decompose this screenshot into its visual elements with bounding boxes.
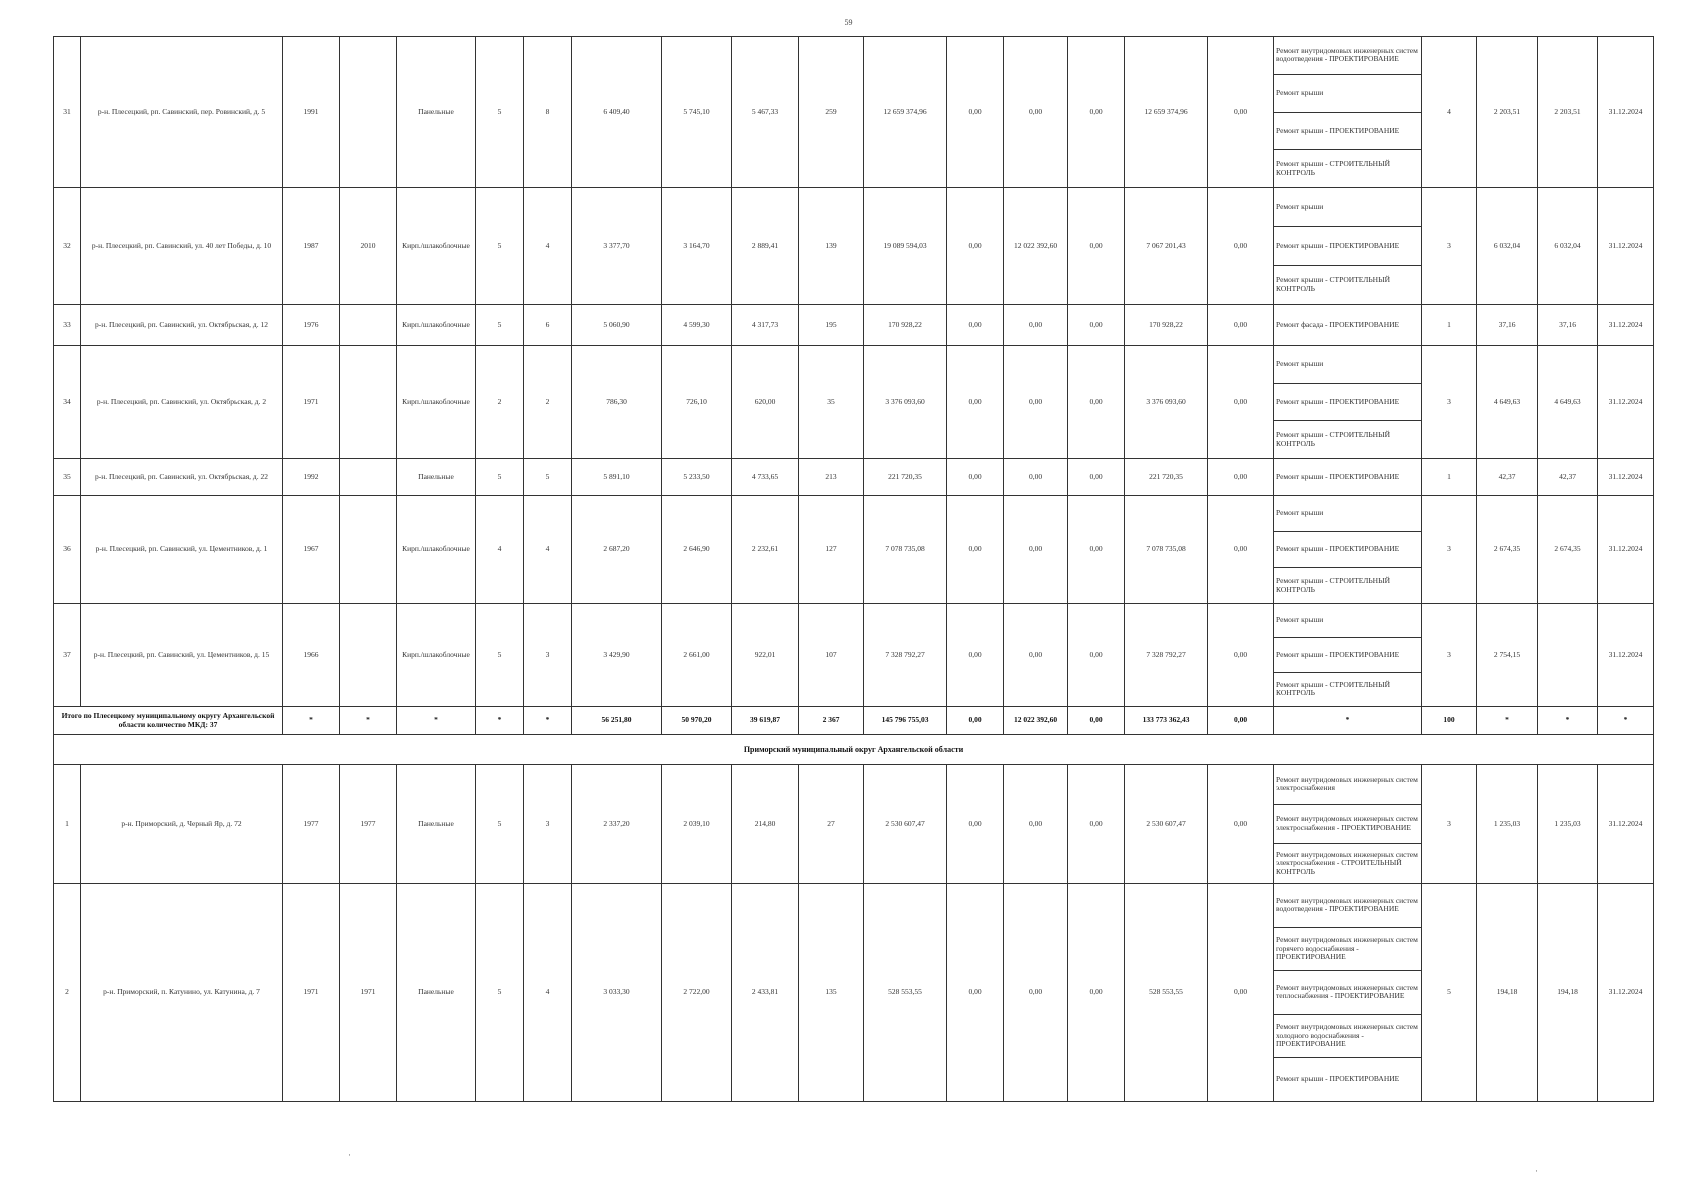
work-item — [1274, 227, 1421, 266]
cell-works — [1274, 346, 1422, 459]
cell-address: р-н. Приморский, п. Катунино, ул. Катунина, д. 7 — [81, 884, 283, 1102]
cell-deadline: 31.12.2024 — [1598, 37, 1654, 188]
section-title: Приморский муниципальный округ Архангельской области — [54, 735, 1654, 765]
cell-n: 37 — [54, 604, 81, 707]
cell-unit-cost: 37,16 — [1477, 305, 1538, 346]
works-list — [1274, 37, 1421, 187]
work-item — [1274, 37, 1421, 75]
total-cost-total: 145 796 755,03 — [864, 707, 947, 735]
cell-cost-total: 221 720,35 — [864, 459, 947, 496]
total-area-total: 56 251,80 — [572, 707, 662, 735]
cell-deadline: 31.12.2024 — [1598, 496, 1654, 604]
works-list — [1274, 459, 1421, 495]
work-item — [1274, 673, 1421, 706]
cell-cost-total: 12 659 374,96 — [864, 37, 947, 188]
cell-entrances: 3 — [524, 604, 572, 707]
works-list — [1274, 604, 1421, 706]
cell-works — [1274, 496, 1422, 604]
cell-n: 31 — [54, 37, 81, 188]
cell-fund-owners: 528 553,55 — [1125, 884, 1208, 1102]
total-dash: * — [1538, 707, 1598, 735]
cell-fund-mun: 0,00 — [1068, 188, 1125, 305]
work-item — [1274, 421, 1421, 458]
cell-area-residential: 922,01 — [732, 604, 799, 707]
cell-deadline: 31.12.2024 — [1598, 459, 1654, 496]
cell-limit-cost: 194,18 — [1538, 884, 1598, 1102]
cell-area-residential: 214,80 — [732, 765, 799, 884]
cell-address: р-н. Плесецкий, рп. Савинский, пер. Ровинский, д. 5 — [81, 37, 283, 188]
work-item-label: Ремонт крыши - ПРОЕКТИРОВАНИЕ — [1276, 649, 1400, 659]
cell-fund-mun: 0,00 — [1068, 459, 1125, 496]
cell-floors: 5 — [476, 459, 524, 496]
work-item-label: Ремонт внутридомовых инженерных систем электроснабжения - СТРОИТЕЛЬНЫЙ КОНТРОЛЬ — [1276, 849, 1418, 876]
cell-works-count: 3 — [1422, 765, 1477, 884]
cell-walls: Панельные — [397, 884, 476, 1102]
cell-works-count: 3 — [1422, 496, 1477, 604]
cell-area-rooms: 2 039,10 — [662, 765, 732, 884]
cell-year-overhaul: 1971 — [340, 884, 397, 1102]
cell-area-residential: 2 433,81 — [732, 884, 799, 1102]
work-item — [1274, 459, 1421, 495]
cell-unit-cost: 42,37 — [1477, 459, 1538, 496]
cell-entrances: 6 — [524, 305, 572, 346]
work-item-label: Ремонт внутридомовых инженерных систем электроснабжения — [1276, 774, 1418, 793]
table-row — [54, 765, 1654, 884]
cell-floors: 4 — [476, 496, 524, 604]
cell-limit-cost: 2 203,51 — [1538, 37, 1598, 188]
cell-fund-reg: 0,00 — [1004, 459, 1068, 496]
cell-year-overhaul: 1977 — [340, 765, 397, 884]
cell-year-overhaul — [340, 459, 397, 496]
total-fund-owners: 133 773 362,43 — [1125, 707, 1208, 735]
cell-unit-cost: 4 649,63 — [1477, 346, 1538, 459]
cell-year-overhaul — [340, 37, 397, 188]
work-item-label: Ремонт крыши - ПРОЕКТИРОВАНИЕ — [1276, 125, 1400, 135]
total-dash: * — [283, 707, 340, 735]
cell-limit-cost: 4 649,63 — [1538, 346, 1598, 459]
cell-residents: 135 — [799, 884, 864, 1102]
page-number: 59 — [844, 18, 853, 27]
cell-area-total: 5 891,10 — [572, 459, 662, 496]
cell-cost-total: 528 553,55 — [864, 884, 947, 1102]
work-item-label: Ремонт внутридомовых инженерных систем водоотведения - ПРОЕКТИРОВАНИЕ — [1276, 45, 1418, 64]
cell-walls: Кирп./шлакоблочные — [397, 188, 476, 305]
cell-walls: Кирп./шлакоблочные — [397, 346, 476, 459]
works-list — [1274, 765, 1421, 883]
cell-entrances: 4 — [524, 188, 572, 305]
work-item — [1274, 765, 1421, 805]
cell-works-count: 1 — [1422, 459, 1477, 496]
cell-year-overhaul — [340, 604, 397, 707]
cell-fund-other: 0,00 — [1208, 459, 1274, 496]
cell-works — [1274, 459, 1422, 496]
cell-area-residential: 4 317,73 — [732, 305, 799, 346]
cell-residents: 127 — [799, 496, 864, 604]
cell-entrances: 4 — [524, 884, 572, 1102]
cell-year-built: 1976 — [283, 305, 340, 346]
work-item — [1274, 884, 1421, 928]
cell-deadline: 31.12.2024 — [1598, 765, 1654, 884]
cell-fund-owners: 2 530 607,47 — [1125, 765, 1208, 884]
cell-fund-other: 0,00 — [1208, 37, 1274, 188]
cell-address: р-н. Плесецкий, рп. Савинский, ул. Октябрьская, д. 2 — [81, 346, 283, 459]
cell-fund-other: 0,00 — [1208, 884, 1274, 1102]
total-dash: * — [1477, 707, 1538, 735]
cell-floors: 5 — [476, 604, 524, 707]
cell-area-total: 3 377,70 — [572, 188, 662, 305]
cell-entrances: 2 — [524, 346, 572, 459]
total-fund-fed: 0,00 — [947, 707, 1004, 735]
cell-fund-owners: 221 720,35 — [1125, 459, 1208, 496]
cell-year-built: 1971 — [283, 884, 340, 1102]
cell-year-overhaul — [340, 496, 397, 604]
work-item-label: Ремонт фасада - ПРОЕКТИРОВАНИЕ — [1276, 319, 1400, 329]
cell-fund-reg: 12 022 392,60 — [1004, 188, 1068, 305]
cell-fund-mun: 0,00 — [1068, 305, 1125, 346]
total-fund-other: 0,00 — [1208, 707, 1274, 735]
cell-area-total: 2 337,20 — [572, 765, 662, 884]
cell-works-count: 5 — [1422, 884, 1477, 1102]
cell-area-rooms: 2 661,00 — [662, 604, 732, 707]
total-label: Итого по Плесецкому муниципальному округу Архангельской области количество МКД: 37 — [54, 707, 283, 735]
total-fund-reg: 12 022 392,60 — [1004, 707, 1068, 735]
cell-area-rooms: 3 164,70 — [662, 188, 732, 305]
cell-n: 33 — [54, 305, 81, 346]
works-list — [1274, 346, 1421, 458]
cell-n: 36 — [54, 496, 81, 604]
cell-fund-owners: 7 067 201,43 — [1125, 188, 1208, 305]
cell-works — [1274, 188, 1422, 305]
total-dash: * — [340, 707, 397, 735]
total-residents: 2 367 — [799, 707, 864, 735]
work-item-label: Ремонт крыши — [1276, 359, 1324, 369]
cell-fund-owners: 3 376 093,60 — [1125, 346, 1208, 459]
table-row — [54, 604, 1654, 707]
cell-address: р-н. Плесецкий, рп. Савинский, ул. Цементников, д. 15 — [81, 604, 283, 707]
cell-fund-fed: 0,00 — [947, 37, 1004, 188]
cell-fund-reg: 0,00 — [1004, 346, 1068, 459]
cell-area-residential: 620,00 — [732, 346, 799, 459]
cell-area-rooms: 4 599,30 — [662, 305, 732, 346]
cell-deadline: 31.12.2024 — [1598, 346, 1654, 459]
cell-deadline: 31.12.2024 — [1598, 188, 1654, 305]
works-list — [1274, 188, 1421, 304]
cell-fund-fed: 0,00 — [947, 884, 1004, 1102]
work-item-label: Ремонт крыши - ПРОЕКТИРОВАНИЕ — [1276, 471, 1400, 481]
cell-residents: 139 — [799, 188, 864, 305]
cell-limit-cost: 6 032,04 — [1538, 188, 1598, 305]
work-item — [1274, 1058, 1421, 1101]
cell-address: р-н. Плесецкий, рп. Савинский, ул. 40 лет Победы, д. 10 — [81, 188, 283, 305]
cell-year-overhaul — [340, 305, 397, 346]
cell-floors: 5 — [476, 305, 524, 346]
cell-address: р-н. Плесецкий, рп. Савинский, ул. Октябрьская, д. 12 — [81, 305, 283, 346]
cell-fund-reg: 0,00 — [1004, 765, 1068, 884]
table-row — [54, 459, 1654, 496]
cell-fund-fed: 0,00 — [947, 305, 1004, 346]
total-area-rooms: 50 970,20 — [662, 707, 732, 735]
cell-fund-fed: 0,00 — [947, 496, 1004, 604]
scan-speck: · — [1535, 1166, 1538, 1176]
cell-area-total: 6 409,40 — [572, 37, 662, 188]
total-dash: * — [1274, 707, 1422, 735]
cell-fund-other: 0,00 — [1208, 346, 1274, 459]
cell-area-total: 2 687,20 — [572, 496, 662, 604]
cell-year-built: 1966 — [283, 604, 340, 707]
cell-area-residential: 2 232,61 — [732, 496, 799, 604]
total-dash: * — [476, 707, 524, 735]
work-item — [1274, 1015, 1421, 1059]
cell-year-overhaul — [340, 346, 397, 459]
total-area-residential: 39 619,87 — [732, 707, 799, 735]
cell-walls: Панельные — [397, 459, 476, 496]
cell-residents: 213 — [799, 459, 864, 496]
works-list — [1274, 496, 1421, 603]
work-item-label: Ремонт крыши — [1276, 201, 1324, 211]
cell-works — [1274, 884, 1422, 1102]
cell-floors: 5 — [476, 765, 524, 884]
overhaul-register-table — [53, 36, 1654, 1102]
cell-cost-total: 7 328 792,27 — [864, 604, 947, 707]
cell-limit-cost: 42,37 — [1538, 459, 1598, 496]
cell-walls: Кирп./шлакоблочные — [397, 604, 476, 707]
work-item — [1274, 305, 1421, 345]
work-item — [1274, 150, 1421, 187]
work-item — [1274, 346, 1421, 384]
cell-year-overhaul: 2010 — [340, 188, 397, 305]
work-item — [1274, 568, 1421, 603]
cell-walls: Панельные — [397, 765, 476, 884]
cell-n: 35 — [54, 459, 81, 496]
table-row — [54, 305, 1654, 346]
table-row — [54, 884, 1654, 1102]
work-item-label: Ремонт крыши - ПРОЕКТИРОВАНИЕ — [1276, 1074, 1400, 1084]
cell-fund-fed: 0,00 — [947, 188, 1004, 305]
works-list — [1274, 884, 1421, 1101]
cell-works — [1274, 37, 1422, 188]
cell-residents: 27 — [799, 765, 864, 884]
cell-n: 32 — [54, 188, 81, 305]
cell-n: 1 — [54, 765, 81, 884]
work-item — [1274, 805, 1421, 845]
cell-year-built: 1992 — [283, 459, 340, 496]
work-item — [1274, 188, 1421, 227]
cell-year-built: 1987 — [283, 188, 340, 305]
total-dash: * — [524, 707, 572, 735]
cell-works-count: 3 — [1422, 188, 1477, 305]
cell-unit-cost: 6 032,04 — [1477, 188, 1538, 305]
cell-unit-cost: 1 235,03 — [1477, 765, 1538, 884]
total-works-count: 100 — [1422, 707, 1477, 735]
cell-area-residential: 4 733,65 — [732, 459, 799, 496]
cell-walls: Кирп./шлакоблочные — [397, 305, 476, 346]
cell-works-count: 3 — [1422, 604, 1477, 707]
cell-works — [1274, 305, 1422, 346]
cell-fund-fed: 0,00 — [947, 765, 1004, 884]
work-item-label: Ремонт крыши - СТРОИТЕЛЬНЫЙ КОНТРОЛЬ — [1276, 430, 1391, 448]
cell-floors: 5 — [476, 884, 524, 1102]
cell-area-residential: 2 889,41 — [732, 188, 799, 305]
cell-address: р-н. Плесецкий, рп. Савинский, ул. Цементников, д. 1 — [81, 496, 283, 604]
cell-fund-other: 0,00 — [1208, 305, 1274, 346]
cell-area-residential: 5 467,33 — [732, 37, 799, 188]
cell-entrances: 5 — [524, 459, 572, 496]
work-item-label: Ремонт внутридомовых инженерных систем горячего водоснабжения - ПРОЕКТИРОВАНИЕ — [1276, 934, 1418, 962]
work-item-label: Ремонт внутридомовых инженерных систем водоотведения - ПРОЕКТИРОВАНИЕ — [1276, 895, 1418, 914]
cell-entrances: 8 — [524, 37, 572, 188]
cell-deadline: 31.12.2024 — [1598, 884, 1654, 1102]
cell-fund-other: 0,00 — [1208, 188, 1274, 305]
work-item-label: Ремонт крыши - СТРОИТЕЛЬНЫЙ КОНТРОЛЬ — [1276, 679, 1391, 698]
table-row — [54, 496, 1654, 604]
work-item — [1274, 113, 1421, 151]
work-item — [1274, 928, 1421, 972]
cell-fund-mun: 0,00 — [1068, 884, 1125, 1102]
cell-cost-total: 170 928,22 — [864, 305, 947, 346]
cell-fund-reg: 0,00 — [1004, 496, 1068, 604]
cell-area-total: 3 429,90 — [572, 604, 662, 707]
cell-address: р-н. Приморский, д. Черный Яр, д. 72 — [81, 765, 283, 884]
work-item — [1274, 532, 1421, 568]
total-row — [54, 707, 1654, 735]
cell-fund-reg: 0,00 — [1004, 305, 1068, 346]
work-item — [1274, 638, 1421, 672]
cell-residents: 35 — [799, 346, 864, 459]
cell-area-total: 786,30 — [572, 346, 662, 459]
total-dash: * — [397, 707, 476, 735]
cell-deadline: 31.12.2024 — [1598, 305, 1654, 346]
cell-n: 34 — [54, 346, 81, 459]
scan-speck: · — [348, 1150, 351, 1160]
work-item — [1274, 604, 1421, 638]
table-row — [54, 37, 1654, 188]
cell-entrances: 4 — [524, 496, 572, 604]
work-item-label: Ремонт крыши — [1276, 615, 1324, 625]
cell-limit-cost — [1538, 604, 1598, 707]
work-item-label: Ремонт внутридомовых инженерных систем холодного водоснабжения - ПРОЕКТИРОВАНИЕ — [1276, 1022, 1418, 1049]
cell-fund-other: 0,00 — [1208, 496, 1274, 604]
cell-works-count: 3 — [1422, 346, 1477, 459]
cell-n: 2 — [54, 884, 81, 1102]
cell-cost-total: 19 089 594,03 — [864, 188, 947, 305]
cell-floors: 5 — [476, 188, 524, 305]
work-item-label: Ремонт крыши - СТРОИТЕЛЬНЫЙ КОНТРОЛЬ — [1276, 159, 1391, 177]
cell-year-built: 1971 — [283, 346, 340, 459]
total-dash: * — [1598, 707, 1654, 735]
cell-area-rooms: 2 646,90 — [662, 496, 732, 604]
cell-cost-total: 2 530 607,47 — [864, 765, 947, 884]
cell-fund-reg: 0,00 — [1004, 884, 1068, 1102]
table-row — [54, 188, 1654, 305]
cell-unit-cost: 194,18 — [1477, 884, 1538, 1102]
cell-fund-reg: 0,00 — [1004, 37, 1068, 188]
cell-fund-owners: 7 328 792,27 — [1125, 604, 1208, 707]
cell-fund-fed: 0,00 — [947, 346, 1004, 459]
cell-walls: Кирп./шлакоблочные — [397, 496, 476, 604]
cell-residents: 107 — [799, 604, 864, 707]
cell-fund-owners: 170 928,22 — [1125, 305, 1208, 346]
cell-fund-reg: 0,00 — [1004, 604, 1068, 707]
cell-fund-owners: 12 659 374,96 — [1125, 37, 1208, 188]
cell-area-rooms: 5 745,10 — [662, 37, 732, 188]
work-item — [1274, 971, 1421, 1015]
cell-fund-mun: 0,00 — [1068, 37, 1125, 188]
work-item — [1274, 496, 1421, 532]
cell-fund-owners: 7 078 735,08 — [1125, 496, 1208, 604]
cell-fund-fed: 0,00 — [947, 604, 1004, 707]
cell-fund-other: 0,00 — [1208, 604, 1274, 707]
cell-year-built: 1991 — [283, 37, 340, 188]
cell-area-rooms: 726,10 — [662, 346, 732, 459]
cell-fund-mun: 0,00 — [1068, 346, 1125, 459]
cell-works-count: 1 — [1422, 305, 1477, 346]
cell-year-built: 1967 — [283, 496, 340, 604]
work-item — [1274, 844, 1421, 883]
work-item-label: Ремонт крыши - СТРОИТЕЛЬНЫЙ КОНТРОЛЬ — [1276, 275, 1391, 293]
total-fund-mun: 0,00 — [1068, 707, 1125, 735]
work-item-label: Ремонт крыши - ПРОЕКТИРОВАНИЕ — [1276, 396, 1400, 406]
work-item-label: Ремонт крыши — [1276, 87, 1324, 97]
cell-fund-mun: 0,00 — [1068, 765, 1125, 884]
cell-floors: 5 — [476, 37, 524, 188]
cell-residents: 259 — [799, 37, 864, 188]
cell-fund-fed: 0,00 — [947, 459, 1004, 496]
cell-fund-mun: 0,00 — [1068, 496, 1125, 604]
cell-area-rooms: 5 233,50 — [662, 459, 732, 496]
work-item-label: Ремонт внутридомовых инженерных систем электроснабжения - ПРОЕКТИРОВАНИЕ — [1276, 814, 1418, 832]
cell-walls: Панельные — [397, 37, 476, 188]
cell-entrances: 3 — [524, 765, 572, 884]
cell-unit-cost: 2 674,35 — [1477, 496, 1538, 604]
work-item-label: Ремонт крыши - ПРОЕКТИРОВАНИЕ — [1276, 240, 1400, 250]
cell-limit-cost: 2 674,35 — [1538, 496, 1598, 604]
cell-address: р-н. Плесецкий, рп. Савинский, ул. Октябрьская, д. 22 — [81, 459, 283, 496]
work-item-label: Ремонт внутридомовых инженерных систем теплоснабжения - ПРОЕКТИРОВАНИЕ — [1276, 982, 1418, 1001]
works-list — [1274, 305, 1421, 345]
table-row — [54, 346, 1654, 459]
work-item — [1274, 75, 1421, 113]
work-item-label: Ремонт крыши - ПРОЕКТИРОВАНИЕ — [1276, 544, 1400, 554]
cell-works — [1274, 604, 1422, 707]
work-item — [1274, 266, 1421, 304]
cell-deadline: 31.12.2024 — [1598, 604, 1654, 707]
section-header-row — [54, 735, 1654, 765]
work-item-label: Ремонт крыши - СТРОИТЕЛЬНЫЙ КОНТРОЛЬ — [1276, 575, 1391, 594]
cell-unit-cost: 2 203,51 — [1477, 37, 1538, 188]
cell-cost-total: 3 376 093,60 — [864, 346, 947, 459]
cell-works — [1274, 765, 1422, 884]
cell-limit-cost: 37,16 — [1538, 305, 1598, 346]
cell-year-built: 1977 — [283, 765, 340, 884]
cell-area-total: 3 033,30 — [572, 884, 662, 1102]
cell-unit-cost: 2 754,15 — [1477, 604, 1538, 707]
cell-floors: 2 — [476, 346, 524, 459]
cell-fund-other: 0,00 — [1208, 765, 1274, 884]
work-item-label: Ремонт крыши — [1276, 508, 1324, 518]
cell-area-total: 5 060,90 — [572, 305, 662, 346]
cell-residents: 195 — [799, 305, 864, 346]
cell-fund-mun: 0,00 — [1068, 604, 1125, 707]
cell-cost-total: 7 078 735,08 — [864, 496, 947, 604]
cell-works-count: 4 — [1422, 37, 1477, 188]
work-item — [1274, 384, 1421, 422]
cell-limit-cost: 1 235,03 — [1538, 765, 1598, 884]
cell-area-rooms: 2 722,00 — [662, 884, 732, 1102]
